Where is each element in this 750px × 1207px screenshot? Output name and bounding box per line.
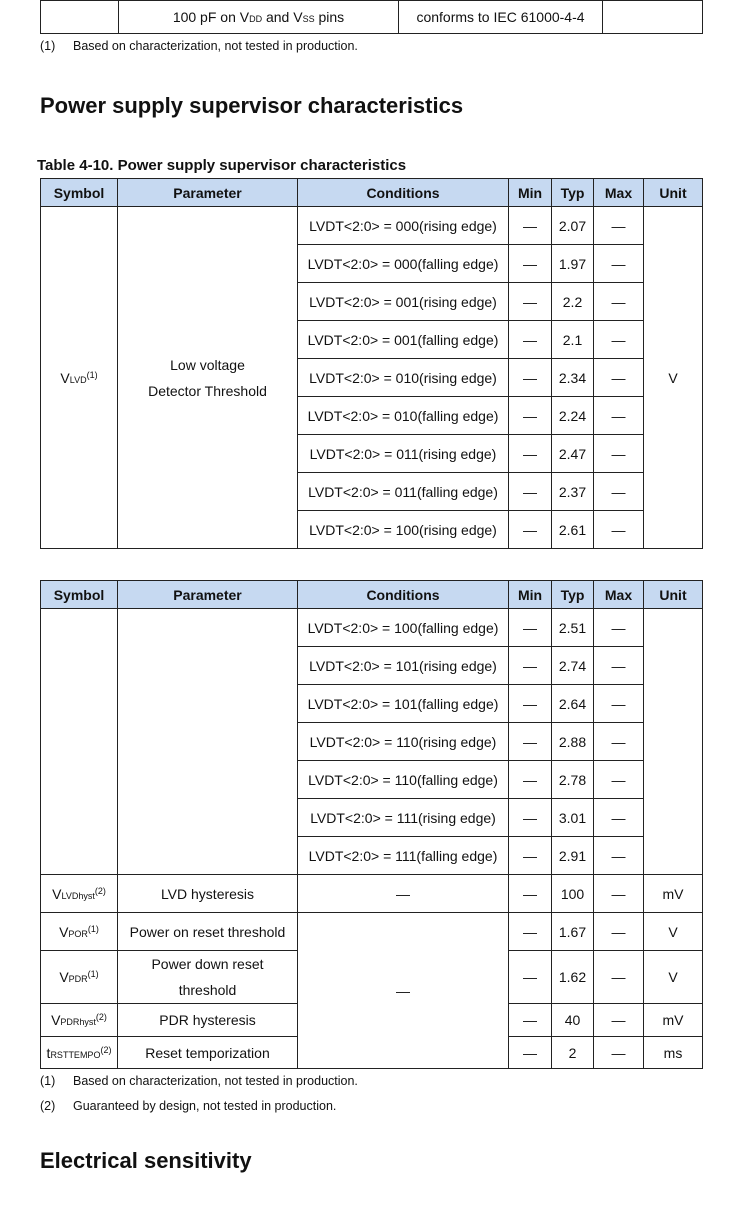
min-cell: —	[509, 875, 552, 913]
symbol-vpdr: VPDR$^{(1)}$	[41, 951, 118, 1004]
max-cell: —	[594, 951, 644, 1004]
header-conditions: Conditions	[298, 581, 509, 609]
condition-cell: LVDT<2:0> = 000(rising edge)	[298, 207, 509, 245]
typ-cell: 2.1	[552, 321, 594, 359]
param-pdr-hysteresis: PDR hysteresis	[118, 1004, 298, 1037]
min-cell: —	[509, 397, 552, 435]
condition-cell: LVDT<2:0> = 011(rising edge)	[298, 435, 509, 473]
min-cell: —	[509, 207, 552, 245]
header-min: Min	[509, 581, 552, 609]
footnote-2: (2) Guaranteed by design, not tested in production.	[40, 1099, 337, 1113]
param-reset-temporization: Reset temporization	[118, 1037, 298, 1069]
condition-cell: LVDT<2:0> = 100(falling edge)	[298, 609, 509, 647]
min-cell: —	[509, 761, 552, 799]
condition-cell: LVDT<2:0> = 010(falling edge)	[298, 397, 509, 435]
symbol-trsttempo: tRSTTEMPO$^{(2)}$	[41, 1037, 118, 1069]
header-symbol: Symbol	[41, 179, 118, 207]
max-cell: —	[594, 473, 644, 511]
footnote-1-top: (1) Based on characterization, not tested in production.	[40, 39, 358, 53]
prev-unit-cell	[603, 1, 703, 34]
unit-cell: V	[644, 207, 703, 549]
unit-cell: V	[644, 951, 703, 1004]
condition-cell: LVDT<2:0> = 001(rising edge)	[298, 283, 509, 321]
unit-cell: mV	[644, 875, 703, 913]
header-symbol: Symbol	[41, 581, 118, 609]
min-cell: —	[509, 685, 552, 723]
typ-cell: 2.64	[552, 685, 594, 723]
param-power-down-reset: Power down reset threshold	[118, 951, 298, 1004]
min-cell: —	[509, 1037, 552, 1069]
max-cell: —	[594, 283, 644, 321]
typ-cell: 2.37	[552, 473, 594, 511]
unit-cell: V	[644, 913, 703, 951]
min-cell: —	[509, 799, 552, 837]
header-typ: Typ	[552, 179, 594, 207]
header-unit: Unit	[644, 179, 703, 207]
prev-param: 100 pF on VDD and VSS pins	[119, 1, 399, 34]
header-max: Max	[594, 179, 644, 207]
min-cell: —	[509, 511, 552, 549]
max-cell: —	[594, 609, 644, 647]
prev-symbol-cell-2	[41, 1, 119, 34]
header-min: Min	[509, 179, 552, 207]
min-cell: —	[509, 609, 552, 647]
condition-cell: LVDT<2:0> = 110(falling edge)	[298, 761, 509, 799]
symbol-vpdrhyst: VPDRhyst$^{(2)}$	[41, 1004, 118, 1037]
max-cell: —	[594, 913, 644, 951]
max-cell: —	[594, 321, 644, 359]
condition-merged-cell: —	[298, 913, 509, 1069]
condition-cell: LVDT<2:0> = 111(rising edge)	[298, 799, 509, 837]
section-title-electrical-sensitivity: Electrical sensitivity	[40, 1148, 252, 1173]
max-cell: —	[594, 511, 644, 549]
condition-cell: LVDT<2:0> = 001(falling edge)	[298, 321, 509, 359]
supervisor-table-part2	[40, 580, 703, 1069]
header-parameter: Parameter	[118, 179, 298, 207]
min-cell: —	[509, 473, 552, 511]
typ-cell: 2.51	[552, 609, 594, 647]
unit-cell: mV	[644, 1004, 703, 1037]
max-cell: —	[594, 761, 644, 799]
symbol-vlvdhyst: VLVDhyst$^{(2)}$	[41, 875, 118, 913]
header-typ: Typ	[552, 581, 594, 609]
max-cell: —	[594, 207, 644, 245]
typ-cell: 2.34	[552, 359, 594, 397]
unit-cell-continued	[644, 609, 703, 875]
max-cell: —	[594, 245, 644, 283]
condition-cell: LVDT<2:0> = 000(falling edge)	[298, 245, 509, 283]
max-cell: —	[594, 685, 644, 723]
condition-cell: LVDT<2:0> = 110(rising edge)	[298, 723, 509, 761]
symbol-vlvd: VLVD$^{(1)}$	[41, 207, 118, 549]
condition-cell: LVDT<2:0> = 111(falling edge)	[298, 837, 509, 875]
typ-cell: 2.91	[552, 837, 594, 875]
unit-cell: ms	[644, 1037, 703, 1069]
max-cell: —	[594, 647, 644, 685]
condition-cell: —	[298, 875, 509, 913]
header-max: Max	[594, 581, 644, 609]
min-cell: —	[509, 837, 552, 875]
typ-cell: 100	[552, 875, 594, 913]
min-cell: —	[509, 435, 552, 473]
max-cell: —	[594, 435, 644, 473]
typ-cell: 2.24	[552, 397, 594, 435]
condition-cell: LVDT<2:0> = 010(rising edge)	[298, 359, 509, 397]
supervisor-table-part1	[40, 178, 703, 549]
min-cell: —	[509, 321, 552, 359]
max-cell: —	[594, 397, 644, 435]
param-lvd-threshold: Low voltage Detector Threshold	[118, 207, 298, 549]
typ-cell: 2.61	[552, 511, 594, 549]
header-conditions: Conditions	[298, 179, 509, 207]
typ-cell: 3.01	[552, 799, 594, 837]
footnote-1: (1) Based on characterization, not tested in production.	[40, 1074, 358, 1088]
max-cell: —	[594, 723, 644, 761]
param-lvd-hysteresis: LVD hysteresis	[118, 875, 298, 913]
typ-cell: 40	[552, 1004, 594, 1037]
symbol-cell-continued	[41, 609, 118, 875]
min-cell: —	[509, 723, 552, 761]
typ-cell: 2.07	[552, 207, 594, 245]
min-cell: —	[509, 913, 552, 951]
header-unit: Unit	[644, 581, 703, 609]
section-title-power-supply: Power supply supervisor characteristics	[40, 93, 464, 118]
condition-cell: LVDT<2:0> = 101(falling edge)	[298, 685, 509, 723]
min-cell: —	[509, 1004, 552, 1037]
condition-cell: LVDT<2:0> = 011(falling edge)	[298, 473, 509, 511]
header-parameter: Parameter	[118, 581, 298, 609]
symbol-vpor: VPOR$^{(1)}$	[41, 913, 118, 951]
max-cell: —	[594, 875, 644, 913]
typ-cell: 2.2	[552, 283, 594, 321]
max-cell: —	[594, 359, 644, 397]
prev-cond: conforms to IEC 61000-4-4	[399, 1, 603, 34]
typ-cell: 1.62	[552, 951, 594, 1004]
min-cell: —	[509, 951, 552, 1004]
previous-table-remnant	[40, 0, 703, 34]
typ-cell: 2.78	[552, 761, 594, 799]
typ-cell: 2	[552, 1037, 594, 1069]
typ-cell: 2.47	[552, 435, 594, 473]
typ-cell: 2.74	[552, 647, 594, 685]
min-cell: —	[509, 359, 552, 397]
param-cell-continued	[118, 609, 298, 875]
condition-cell: LVDT<2:0> = 101(rising edge)	[298, 647, 509, 685]
max-cell: —	[594, 1037, 644, 1069]
typ-cell: 1.67	[552, 913, 594, 951]
typ-cell: 1.97	[552, 245, 594, 283]
min-cell: —	[509, 647, 552, 685]
typ-cell: 2.88	[552, 723, 594, 761]
max-cell: —	[594, 1004, 644, 1037]
max-cell: —	[594, 837, 644, 875]
min-cell: —	[509, 245, 552, 283]
param-power-on-reset: Power on reset threshold	[118, 913, 298, 951]
table-caption: Table 4-10. Power supply supervisor characteristics	[37, 157, 407, 174]
max-cell: —	[594, 799, 644, 837]
min-cell: —	[509, 283, 552, 321]
condition-cell: LVDT<2:0> = 100(rising edge)	[298, 511, 509, 549]
